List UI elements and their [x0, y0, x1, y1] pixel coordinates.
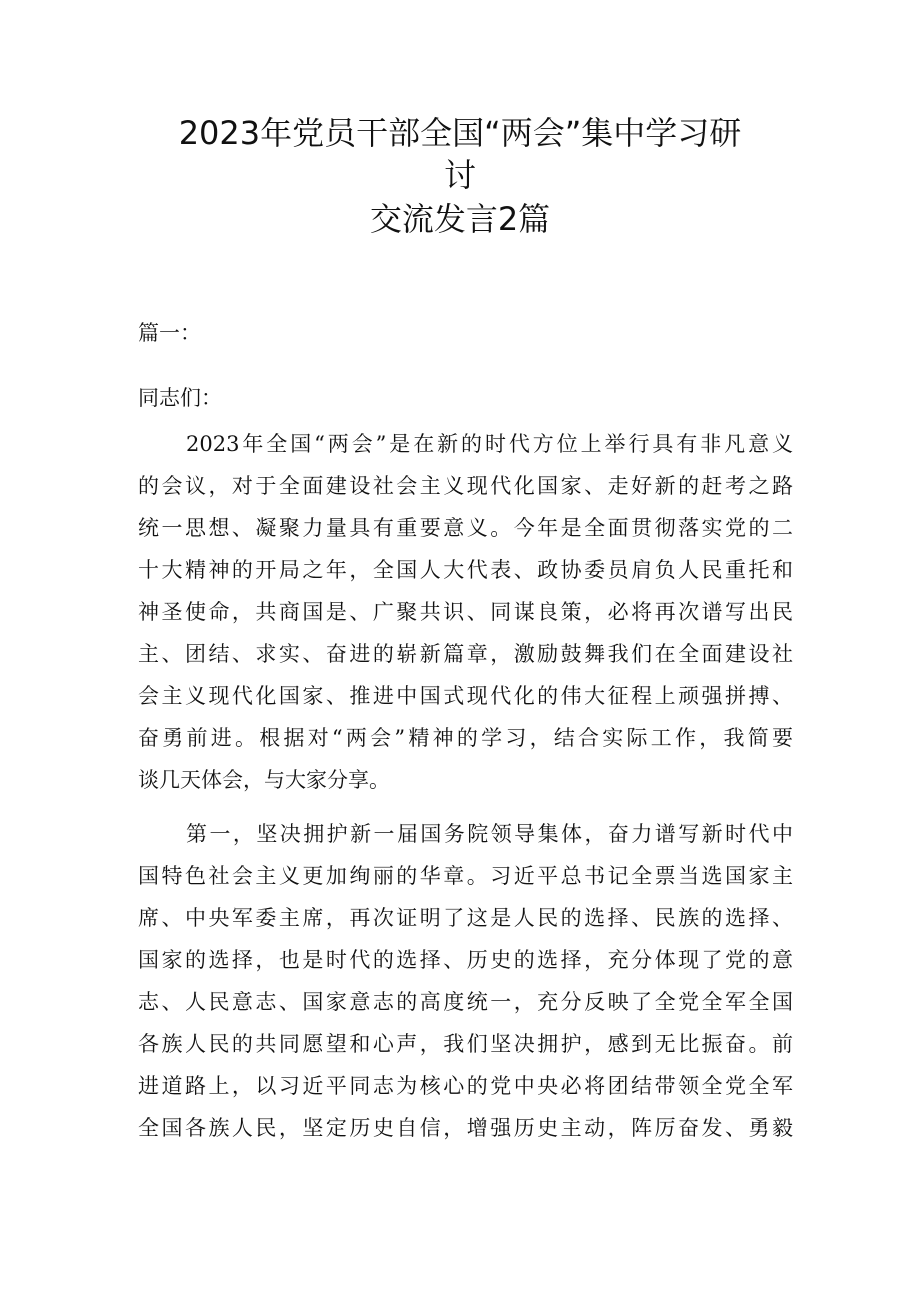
paragraph-line: 神圣使命，共商国是、广聚共识、同谋良策，必将再次谱写出民: [138, 600, 793, 624]
document-title-line-3: 交流发言2篇: [369, 200, 551, 238]
paragraph-line: 主、团结、求实、奋进的崭新篇章，激励鼓舞我们在全面建设社: [138, 642, 793, 666]
paragraph-2: [138, 815, 793, 1155]
paragraph-line: 的会议，对于全面建设社会主义现代化国家、走好新的赶考之路: [138, 474, 793, 498]
paragraph-line: 全国各族人民，坚定历史自信，增强历史主动，阵厉奋发、勇毅: [138, 1116, 793, 1140]
salutation: 同志们：: [138, 386, 222, 410]
paragraph-line: 2023年全国“两会”是在新的时代方位上举行具有非凡意义: [186, 432, 793, 456]
document-title-line-1: 2023年党员干部全国“两会”集中学习研: [178, 114, 742, 152]
paragraph-line: 第一，坚决拥护新一届国务院领导集体，奋力谱写新时代中: [186, 822, 793, 846]
paragraph-line: 奋勇前进。根据对“两会”精神的学习，结合实际工作，我简要: [138, 726, 793, 750]
paragraph-1: [138, 425, 793, 805]
paragraph-line: 国特色社会主义更加绚丽的华章。习近平总书记全票当选国家主: [138, 864, 793, 888]
document-title-line-2: 讨: [443, 156, 476, 194]
section-label: 篇一：: [138, 321, 201, 345]
paragraph-line: 席、中央军委主席，再次证明了这是人民的选择、民族的选择、: [138, 906, 793, 930]
paragraph-line: 进道路上，以习近平同志为核心的党中央必将团结带领全党全军: [138, 1074, 793, 1098]
paragraph-line: 志、人民意志、国家意志的高度统一，充分反映了全党全军全国: [138, 990, 793, 1014]
paragraph-line: 统一思想、凝聚力量具有重要意义。今年是全面贯彻落实党的二: [138, 516, 793, 540]
paragraph-line: 各族人民的共同愿望和心声，我们坚决拥护，感到无比振奋。前: [138, 1032, 793, 1056]
paragraph-line: 十大精神的开局之年，全国人大代表、政协委员肩负人民重托和: [138, 558, 793, 582]
paragraph-line: 国家的选择，也是时代的选择、历史的选择，充分体现了党的意: [138, 948, 793, 972]
paragraph-line: 会主义现代化国家、推进中国式现代化的伟大征程上顽强拼搏、: [138, 684, 793, 708]
paragraph-line: 谈几天体会，与大家分享。: [138, 768, 390, 792]
